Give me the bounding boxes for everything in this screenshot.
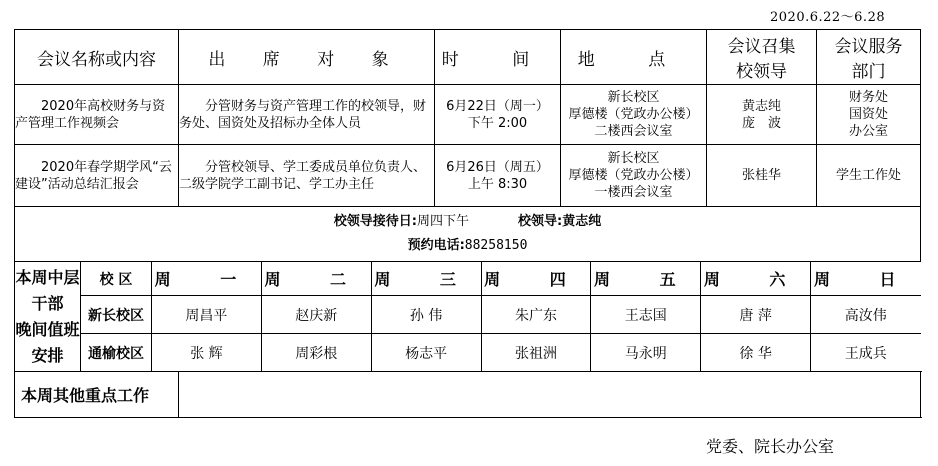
meeting-attendees: 分管校领导、学工委成员单位负责人、二级学院学工副书记、学工办主任 — [179, 145, 435, 207]
duty-header-row — [15, 262, 921, 296]
duty-name: 王志国 — [591, 296, 701, 334]
reception-info — [15, 207, 921, 262]
meeting-topic: 2020年高校财务与资产管理工作视频会 — [15, 85, 179, 145]
duty-name: 马永明 — [591, 334, 701, 372]
header-convener: 会议召集 校领导 — [707, 30, 817, 85]
reception-phone-label: 预约电话: — [407, 238, 465, 253]
meeting-convener: 张桂华 — [707, 145, 817, 207]
header-topic: 会议名称或内容 — [15, 30, 179, 85]
weekly-schedule-table — [14, 29, 921, 418]
meeting-row — [15, 145, 921, 207]
reception-phone-value: 88258150 — [464, 238, 528, 253]
meeting-location: 新长校区 厚德楼（党政办公楼） 二楼西会议室 — [561, 85, 707, 145]
duty-name: 王成兵 — [811, 334, 921, 372]
issuer-footer: 党委、院长办公室 — [706, 437, 835, 456]
reception-day-label: 校领导接待日: — [333, 214, 417, 229]
date-range: 2020.6.22～6.28 — [770, 10, 886, 25]
duty-label: 本周中层 干部 晚间值班 安排 — [15, 262, 81, 372]
duty-campus: 通榆校区 — [81, 334, 152, 372]
duty-name: 周昌平 — [152, 296, 262, 334]
meeting-location: 新长校区 厚德楼（党政办公楼） 一楼西会议室 — [561, 145, 707, 207]
reception-day-value: 周四下午 — [416, 214, 469, 229]
meeting-row — [15, 85, 921, 145]
day-header: 周 日 — [811, 262, 921, 295]
other-work-content — [179, 372, 921, 418]
duty-header-grid — [81, 262, 921, 295]
duty-name: 张祖洲 — [481, 334, 591, 372]
reception-leader-label: 校领导: — [518, 214, 563, 229]
day-header: 周 一 — [152, 262, 262, 295]
day-header: 周 三 — [371, 262, 481, 295]
duty-name: 高汝伟 — [811, 296, 921, 334]
header-service: 会议服务 部门 — [817, 30, 921, 85]
meeting-attendees: 分管财务与资产管理工作的校领导，财务处、国资处及招标办全体人员 — [179, 85, 435, 145]
meeting-time: 6月22日（周一） 下午 2:00 — [435, 85, 561, 145]
reception-leader-value: 黄志纯 — [562, 214, 602, 229]
day-header: 周 五 — [591, 262, 701, 295]
duty-name: 赵庆新 — [261, 296, 371, 334]
campus-header: 校 区 — [81, 262, 152, 295]
other-work-label: 本周其他重点工作 — [15, 372, 179, 418]
meeting-convener: 黄志纯 庞 波 — [707, 85, 817, 145]
day-header: 周 四 — [481, 262, 591, 295]
day-header: 周 二 — [261, 262, 371, 295]
duty-grid-container — [81, 262, 921, 296]
header-attendees: 出 席 对 象 — [179, 30, 435, 85]
duty-name: 孙 伟 — [371, 296, 481, 334]
other-work-row — [15, 372, 921, 418]
reception-row — [15, 207, 921, 262]
duty-row — [15, 295, 921, 333]
meeting-topic: 2020年春学期学风“云建设”活动总结汇报会 — [15, 145, 179, 207]
duty-row — [15, 333, 921, 372]
duty-name: 唐 萍 — [701, 296, 811, 334]
duty-name: 周彩根 — [261, 334, 371, 372]
duty-name: 张 辉 — [152, 334, 262, 372]
duty-name: 杨志平 — [371, 334, 481, 372]
meeting-service: 学生工作处 — [817, 145, 921, 207]
header-time: 时 间 — [435, 30, 561, 85]
meeting-header-row — [15, 30, 921, 85]
meeting-service: 财务处 国资处 办公室 — [817, 85, 921, 145]
header-location: 地 点 — [561, 30, 707, 85]
duty-campus: 新长校区 — [81, 296, 152, 334]
meeting-time: 6月26日（周五） 上午 8:30 — [435, 145, 561, 207]
duty-name: 徐 华 — [701, 334, 811, 372]
duty-name: 朱广东 — [481, 296, 591, 334]
day-header: 周 六 — [701, 262, 811, 295]
